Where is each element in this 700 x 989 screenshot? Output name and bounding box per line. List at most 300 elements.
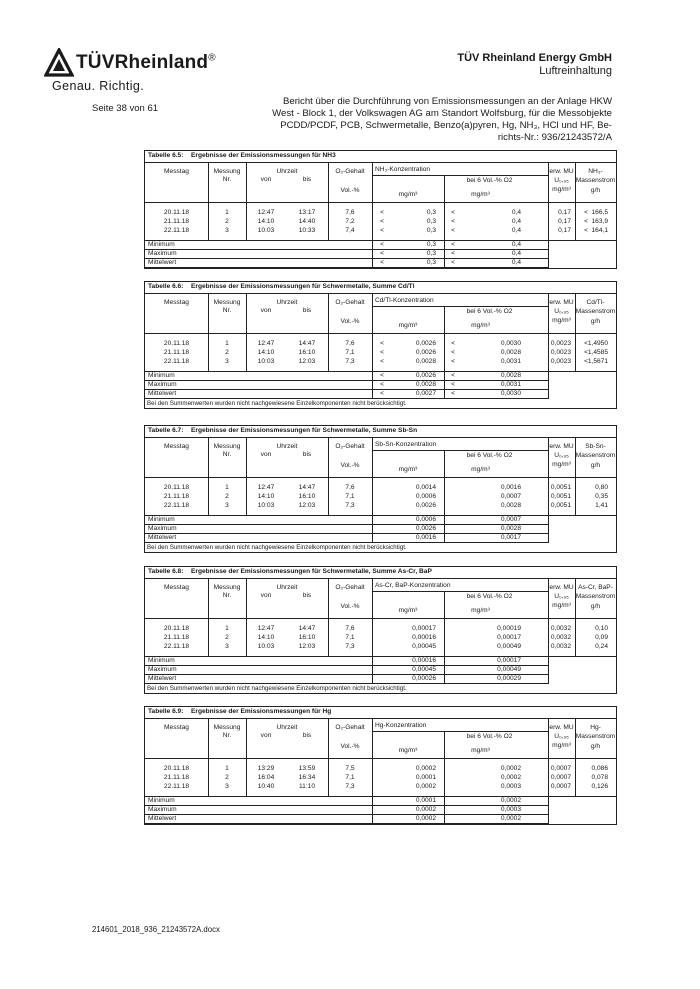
col-header-o2: O₂-Gehalt — [335, 584, 365, 591]
stat-label: Maximum — [148, 250, 177, 258]
table-header — [145, 294, 616, 334]
table-note: Bei den Summenwerten wurden nicht nachgewiesene Einzelkomponenten nicht berücksichtigt. — [147, 400, 407, 408]
cell-flow: 0,086 — [591, 765, 608, 772]
col-header-flow-unit: g/h — [590, 462, 601, 469]
col-header-vol: Vol.-% — [340, 603, 360, 610]
cell-conc: 0,0026 — [415, 340, 436, 347]
stat-row — [145, 534, 616, 543]
col-header-unit: mg/m³ — [398, 747, 418, 754]
cell-mu: 0,0007 — [550, 765, 571, 772]
stat-conc: 0,00045 — [412, 666, 436, 674]
stat-row — [145, 390, 616, 399]
col-header-mu-unit: mg/m³ — [552, 186, 571, 193]
cell-von: 16:04 — [257, 774, 275, 782]
cell-bis: 16:10 — [298, 349, 316, 357]
cell-von: 12:47 — [257, 340, 275, 347]
cell-conc-6: 0,00017 — [497, 634, 521, 642]
col-header-ermu: erw. MU — [549, 168, 574, 175]
cell-conc-6: 0,0002 — [500, 765, 521, 772]
cell-lt: < — [451, 349, 455, 357]
stat-conc: 0,0026 — [415, 372, 436, 380]
logo-wordmark: TÜVRheinland® — [76, 52, 216, 73]
cell-conc-6: 0,00049 — [497, 643, 521, 651]
stat-conc: 0,00016 — [412, 657, 436, 665]
col-header-nr: Nr. — [222, 307, 232, 314]
cell-conc: 0,3 — [426, 209, 436, 216]
col-header-o2: O₂-Gehalt — [335, 168, 365, 175]
col-header-concentration: As-Cr, BaP-Konzentration — [375, 582, 451, 589]
stat-conc-6: 0,4 — [511, 259, 521, 267]
stat-conc-6: 0,0028 — [500, 525, 521, 533]
col-header-unit-6: mg/m³ — [471, 747, 490, 754]
col-header-von: von — [260, 732, 272, 739]
col-header-flow: NH₃- — [588, 168, 603, 175]
cell-lt: < — [451, 209, 455, 216]
report-line: Bericht über die Durchführung von Emissionsmessungen an der Anlage HKW — [282, 96, 612, 107]
col-header-nr: Nr. — [222, 592, 232, 599]
cell-nr: 1 — [225, 765, 229, 772]
tuv-triangle-icon — [44, 48, 74, 78]
cell-conc: 0,0001 — [415, 774, 436, 782]
tuv-logo — [44, 48, 274, 98]
cell-lt: < — [451, 372, 455, 380]
cell-date: 20.11.18 — [163, 209, 190, 216]
table-note: Bei den Summenwerten wurden nicht nachgewiesene Einzelkomponenten nicht berücksichtigt. — [147, 544, 407, 552]
cell-von: 10:40 — [257, 783, 275, 791]
results-table — [144, 566, 617, 694]
stat-conc: 0,0002 — [415, 806, 436, 814]
cell-flow: 1,5671 — [587, 358, 608, 366]
stat-label: Maximum — [148, 806, 177, 814]
stat-conc: 0,0001 — [415, 797, 436, 805]
cell-lt: < — [451, 218, 455, 226]
col-header-unit: mg/m³ — [398, 322, 418, 329]
cell-von: 10:03 — [257, 643, 275, 651]
cell-conc-6: 0,0016 — [500, 484, 521, 491]
results-table — [144, 706, 617, 825]
cell-date: 20.11.18 — [163, 765, 190, 772]
col-header-von: von — [260, 307, 272, 314]
cell-date: 20.11.18 — [163, 340, 190, 347]
cell-o2: 7,6 — [345, 625, 355, 632]
stat-label: Minimum — [148, 516, 175, 524]
cell-flow: 0,078 — [591, 774, 608, 782]
cell-mu: 0,0023 — [550, 340, 571, 347]
col-header-mu-unit: mg/m³ — [552, 461, 571, 468]
col-header-o2: O₂-Gehalt — [335, 299, 365, 306]
table-title — [145, 707, 616, 719]
cell-von: 14:10 — [257, 218, 275, 226]
cell-nr: 3 — [225, 358, 229, 366]
company-block — [457, 52, 612, 78]
col-header-messung: Messung — [213, 443, 241, 450]
cell-bis: 12:03 — [298, 502, 316, 510]
stat-row — [145, 381, 616, 390]
table-title — [145, 567, 616, 579]
cell-lt: < — [584, 358, 588, 366]
cell-mu: 0,0007 — [550, 774, 571, 782]
table-number: Tabelle 6.9: — [148, 708, 184, 715]
cell-von: 12:47 — [257, 484, 275, 491]
col-header-messung: Messung — [213, 724, 241, 731]
col-header-ermu: erw. MU — [549, 299, 574, 306]
col-header-bei6: bei 6 Vol.-% O2 — [466, 733, 513, 740]
col-header-bis: bis — [302, 732, 312, 739]
cell-o2: 7,2 — [345, 218, 355, 226]
cell-nr: 1 — [225, 340, 229, 347]
col-header-messung: Messung — [213, 584, 241, 591]
col-header-u095: U₀,₉₅ — [554, 733, 569, 740]
col-header-flow-2: Massenstrom — [575, 308, 616, 315]
table-header — [145, 719, 616, 759]
stat-conc-6: 0,00029 — [497, 675, 521, 683]
table-number: Tabelle 6.7: — [148, 427, 184, 434]
stat-row — [145, 259, 616, 268]
col-header-u095: U₀,₉₅ — [554, 593, 569, 600]
cell-date: 20.11.18 — [163, 484, 190, 491]
cell-von: 14:10 — [257, 349, 275, 357]
cell-o2: 7,3 — [345, 358, 355, 366]
cell-nr: 1 — [225, 209, 229, 216]
cell-bis: 16:10 — [298, 634, 316, 642]
col-header-concentration: Cd/Tl-Konzentration — [375, 297, 434, 304]
col-header-unit: mg/m³ — [398, 466, 418, 473]
results-table — [144, 425, 617, 553]
cell-bis: 12:03 — [298, 358, 316, 366]
table-body — [145, 478, 616, 516]
cell-flow: 0,80 — [595, 484, 608, 491]
col-header-flow-unit: g/h — [590, 187, 601, 194]
col-header-flow: Cd/Tl- — [586, 299, 605, 306]
col-header-flow-2: Massenstrom — [575, 593, 616, 600]
col-header-concentration: Sb-Sn-Konzentration — [375, 441, 437, 448]
stat-conc-6: 0,4 — [511, 250, 521, 258]
table-title — [145, 426, 616, 438]
cell-lt: < — [584, 227, 588, 235]
cell-date: 22.11.18 — [163, 502, 190, 510]
cell-mu: 0,0023 — [550, 349, 571, 357]
cell-mu: 0,0032 — [550, 625, 571, 632]
cell-von: 14:10 — [257, 634, 275, 642]
cell-flow: 0,126 — [591, 783, 608, 791]
cell-conc-6: 0,0028 — [500, 502, 521, 510]
stat-label: Minimum — [148, 797, 175, 805]
page-number: Seite 38 von 61 — [92, 103, 159, 114]
cell-mu: 0,17 — [558, 227, 571, 235]
cell-flow: 0,24 — [595, 643, 608, 651]
stat-label: Maximum — [148, 525, 177, 533]
cell-o2: 7,4 — [345, 227, 355, 235]
cell-bis: 14:40 — [298, 218, 316, 226]
stat-conc: 0,0002 — [415, 815, 436, 823]
cell-nr: 3 — [225, 502, 229, 510]
col-header-uhrzeit: Uhrzeit — [276, 168, 298, 175]
col-header-flow: Hg- — [590, 724, 601, 731]
table-header — [145, 438, 616, 478]
cell-bis: 11:10 — [298, 783, 315, 791]
cell-nr: 2 — [225, 774, 229, 782]
table-note: Bei den Summenwerten wurden nicht nachgewiesene Einzelkomponenten nicht berücksichtigt. — [147, 685, 407, 693]
stat-row — [145, 797, 616, 806]
cell-lt: < — [380, 340, 384, 347]
stat-row — [145, 666, 616, 675]
cell-lt: < — [451, 241, 455, 249]
stat-conc-6: 0,0028 — [500, 372, 521, 380]
cell-bis: 14:47 — [298, 484, 316, 491]
cell-flow: 0,10 — [595, 625, 608, 632]
col-header-unit-6: mg/m³ — [471, 322, 490, 329]
cell-nr: 2 — [225, 493, 229, 501]
stat-label: Mittelwert — [148, 390, 177, 398]
cell-mu: 0,0007 — [550, 783, 571, 791]
col-header-messung: Messung — [213, 168, 241, 175]
cell-lt: < — [380, 349, 384, 357]
cell-flow: 1,4950 — [587, 340, 608, 347]
table-number: Tabelle 6.8: — [148, 568, 184, 575]
col-header-concentration: Hg-Konzentration — [375, 722, 427, 729]
cell-nr: 3 — [225, 643, 229, 651]
report-line: richts-Nr.: 936/21243572/A — [497, 132, 612, 143]
footer-filename: 214601_2018_936_21243572A.docx — [92, 925, 220, 934]
cell-conc-6: 0,0030 — [500, 340, 521, 347]
stat-conc: 0,3 — [426, 259, 436, 267]
stat-row — [145, 806, 616, 815]
company-division: Luftreinhaltung — [539, 65, 612, 77]
table-caption: Ergebnisse der Emissionsmessungen für NH3 — [191, 152, 336, 159]
col-header-uhrzeit: Uhrzeit — [276, 443, 298, 450]
col-header-messtag: Messtag — [164, 443, 189, 450]
cell-flow: 1,4585 — [587, 349, 608, 357]
cell-bis: 10:33 — [298, 227, 316, 235]
stat-conc: 0,3 — [426, 250, 436, 258]
cell-conc: 0,0026 — [415, 349, 436, 357]
stat-conc: 0,0026 — [415, 525, 436, 533]
cell-flow: 163,9 — [591, 218, 608, 226]
cell-nr: 3 — [225, 227, 229, 235]
results-table — [144, 150, 617, 269]
cell-date: 22.11.18 — [163, 358, 190, 366]
col-header-messtag: Messtag — [164, 584, 189, 591]
report-line: PCDD/PCDF, PCB, Schwermetalle, Benzo(a)pyren, Hg, NH₃, HCl und HF, Be- — [280, 120, 612, 131]
stat-label: Mittelwert — [148, 259, 177, 267]
col-header-messtag: Messtag — [164, 724, 189, 731]
cell-conc: 0,3 — [426, 227, 436, 235]
cell-von: 10:03 — [257, 358, 275, 366]
cell-mu: 0,0032 — [550, 634, 571, 642]
cell-lt: < — [380, 227, 384, 235]
cell-lt: < — [584, 340, 588, 347]
cell-conc-6: 0,0003 — [500, 783, 521, 791]
cell-lt: < — [451, 250, 455, 258]
cell-bis: 12:03 — [298, 643, 316, 651]
col-header-nr: Nr. — [222, 732, 232, 739]
table-body — [145, 334, 616, 372]
col-header-unit: mg/m³ — [398, 607, 418, 614]
stat-conc: 0,0006 — [415, 516, 436, 524]
col-header-flow: As-Cr, BaP- — [578, 584, 613, 591]
cell-conc: 0,0002 — [415, 765, 436, 772]
stat-conc-6: 0,4 — [511, 241, 521, 249]
stat-row — [145, 815, 616, 824]
stat-label: Minimum — [148, 241, 175, 249]
stat-conc-6: 0,0017 — [500, 534, 521, 542]
cell-bis: 14:47 — [298, 625, 316, 632]
cell-mu: 0,0051 — [550, 493, 571, 501]
cell-o2: 7,5 — [345, 765, 355, 772]
cell-nr: 2 — [225, 349, 229, 357]
cell-nr: 2 — [225, 218, 229, 226]
col-header-nr: Nr. — [222, 176, 232, 183]
stat-label: Maximum — [148, 666, 177, 674]
table-caption: Ergebnisse der Emissionsmessungen für Schwermetalle, Summe Sb-Sn — [191, 427, 418, 434]
cell-lt: < — [380, 372, 384, 380]
table-caption: Ergebnisse der Emissionsmessungen für Schwermetalle, Summe As-Cr, BaP — [191, 568, 432, 575]
col-header-von: von — [260, 176, 272, 183]
table-number: Tabelle 6.6: — [148, 283, 184, 290]
report-line: West - Block 1, der Volkswagen AG am Standort Wolfsburg, für die Messobjekte — [272, 108, 612, 119]
col-header-bis: bis — [302, 592, 312, 599]
cell-conc: 0,00016 — [412, 634, 436, 642]
stat-conc-6: 0,0002 — [500, 797, 521, 805]
stat-row — [145, 241, 616, 250]
cell-conc-6: 0,0031 — [500, 358, 521, 366]
cell-lt: < — [380, 381, 384, 389]
col-header-mu-unit: mg/m³ — [552, 742, 571, 749]
col-header-messtag: Messtag — [164, 168, 189, 175]
cell-nr: 1 — [225, 484, 229, 491]
cell-flow: 0,09 — [595, 634, 608, 642]
cell-o2: 7,1 — [345, 774, 355, 782]
cell-lt: < — [380, 259, 384, 267]
cell-conc-6: 0,00019 — [497, 625, 521, 632]
cell-bis: 13:59 — [298, 765, 316, 772]
col-header-uhrzeit: Uhrzeit — [276, 299, 298, 306]
stat-conc-6: 0,00049 — [497, 666, 521, 674]
cell-mu: 0,0023 — [550, 358, 571, 366]
col-header-bis: bis — [302, 451, 312, 458]
cell-von: 13:29 — [257, 765, 275, 772]
table-title — [145, 282, 616, 294]
stat-conc-6: 0,0003 — [500, 806, 521, 814]
stat-conc-6: 0,0031 — [500, 381, 521, 389]
col-header-unit-6: mg/m³ — [471, 607, 490, 614]
col-header-von: von — [260, 592, 272, 599]
col-header-flow-2: Massenstrom — [575, 733, 616, 740]
stat-conc: 0,0016 — [415, 534, 436, 542]
cell-lt: < — [584, 218, 588, 226]
stat-row — [145, 516, 616, 525]
col-header-ermu: erw. MU — [549, 584, 574, 591]
cell-lt: < — [380, 241, 384, 249]
col-header-u095: U₀,₉₅ — [554, 308, 569, 315]
cell-lt: < — [380, 218, 384, 226]
cell-o2: 7,3 — [345, 502, 355, 510]
cell-lt: < — [451, 259, 455, 267]
cell-lt: < — [380, 250, 384, 258]
col-header-messung: Messung — [213, 299, 241, 306]
table-header — [145, 579, 616, 619]
stat-label: Minimum — [148, 372, 175, 380]
col-header-bei6: bei 6 Vol.-% O2 — [466, 593, 513, 600]
cell-lt: < — [584, 209, 588, 216]
col-header-ermu: erw. MU — [549, 443, 574, 450]
stat-conc-6: 0,0007 — [500, 516, 521, 524]
cell-o2: 7,6 — [345, 484, 355, 491]
cell-o2: 7,3 — [345, 643, 355, 651]
cell-mu: 0,17 — [558, 218, 571, 226]
col-header-bei6: bei 6 Vol.-% O2 — [466, 177, 513, 184]
cell-date: 21.11.18 — [163, 493, 190, 501]
col-header-messtag: Messtag — [164, 299, 189, 306]
cell-bis: 16:34 — [298, 774, 316, 782]
col-header-u095: U₀,₉₅ — [554, 177, 569, 184]
cell-date: 21.11.18 — [163, 774, 190, 782]
cell-conc: 0,00017 — [412, 625, 436, 632]
cell-date: 21.11.18 — [163, 349, 190, 357]
cell-conc: 0,0028 — [415, 358, 436, 366]
col-header-o2: O₂-Gehalt — [335, 443, 365, 450]
cell-nr: 1 — [225, 625, 229, 632]
logo-tagline: Genau. Richtig. — [52, 79, 145, 93]
cell-date: 20.11.18 — [163, 625, 190, 632]
cell-flow: 1,41 — [595, 502, 608, 510]
col-header-unit: mg/m³ — [398, 191, 418, 198]
cell-conc: 0,00045 — [412, 643, 436, 651]
cell-von: 12:47 — [257, 209, 275, 216]
cell-bis: 14:47 — [298, 340, 316, 347]
cell-conc: 0,0006 — [415, 493, 436, 501]
cell-conc: 0,0002 — [415, 783, 436, 791]
cell-conc: 0,0014 — [415, 484, 436, 491]
cell-conc-6: 0,0028 — [500, 349, 521, 357]
cell-conc-6: 0,4 — [511, 209, 521, 216]
col-header-flow-2: Massenstrom — [575, 452, 616, 459]
table-caption: Ergebnisse der Emissionsmessungen für Hg — [191, 708, 332, 715]
stat-row — [145, 525, 616, 534]
cell-o2: 7,6 — [345, 340, 355, 347]
col-header-bei6: bei 6 Vol.-% O2 — [466, 308, 513, 315]
cell-conc: 0,3 — [426, 218, 436, 226]
col-header-flow-unit: g/h — [590, 743, 601, 750]
col-header-flow: Sb-Sn- — [585, 443, 606, 450]
stat-conc: 0,00026 — [412, 675, 436, 683]
stat-label: Mittelwert — [148, 675, 177, 683]
stat-label: Mittelwert — [148, 815, 177, 823]
col-header-bei6: bei 6 Vol.-% O2 — [466, 452, 513, 459]
col-header-vol: Vol.-% — [340, 187, 360, 194]
cell-von: 12:47 — [257, 625, 275, 632]
col-header-mu-unit: mg/m³ — [552, 317, 571, 324]
col-header-vol: Vol.-% — [340, 318, 360, 325]
col-header-vol: Vol.-% — [340, 743, 360, 750]
stat-label: Minimum — [148, 657, 175, 665]
col-header-vol: Vol.-% — [340, 462, 360, 469]
cell-lt: < — [451, 340, 455, 347]
stat-conc: 0,3 — [426, 241, 436, 249]
col-header-concentration: NH₃-Konzentration — [375, 166, 431, 173]
cell-lt: < — [451, 358, 455, 366]
cell-date: 22.11.18 — [163, 783, 190, 791]
cell-conc-6: 0,4 — [511, 218, 521, 226]
cell-von: 10:03 — [257, 227, 275, 235]
cell-date: 21.11.18 — [163, 634, 190, 642]
table-body — [145, 619, 616, 657]
stat-conc-6: 0,00017 — [497, 657, 521, 665]
results-table — [144, 281, 617, 409]
cell-date: 22.11.18 — [163, 643, 190, 651]
stat-row — [145, 657, 616, 666]
cell-flow: 166,5 — [591, 209, 608, 216]
